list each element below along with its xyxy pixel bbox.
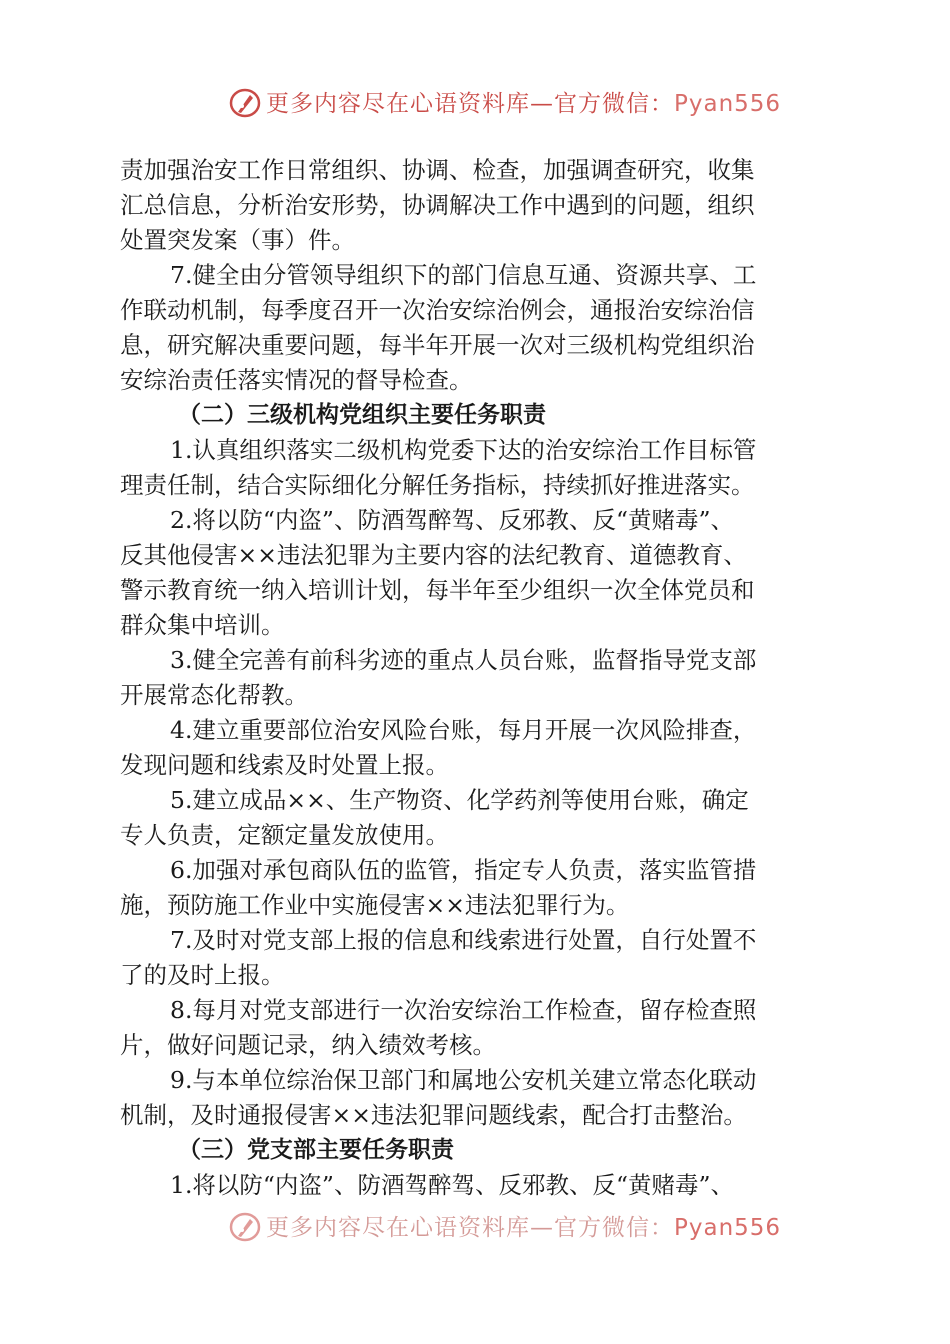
paragraph-line: 了的及时上报。 [120, 961, 285, 989]
watermark-header [0, 84, 950, 124]
paragraph-line: 7.及时对党支部上报的信息和线索进行处置，自行处置不 [170, 926, 757, 954]
paragraph-line: 4.建立重要部位治安风险台账，每月开展一次风险排查， [170, 716, 757, 744]
paragraph-line: 理责任制，结合实际细化分解任务指标，持续抓好推进落实。 [120, 471, 755, 499]
paragraph-line: 汇总信息，分析治安形势，协调解决工作中遇到的问题，组织 [120, 191, 755, 219]
paragraph-line: 警示教育统一纳入培训计划，每半年至少组织一次全体党员和 [120, 576, 755, 604]
paragraph-line: 开展常态化帮教。 [120, 681, 308, 709]
paragraph-line: 发现问题和线索及时处置上报。 [120, 751, 449, 779]
paragraph-line: 专人负责，定额定量发放使用。 [120, 821, 449, 849]
paragraph-line: 8.每月对党支部进行一次治安综治工作检查，留存检查照 [170, 996, 757, 1024]
section-heading: （三）党支部主要任务职责 [178, 1137, 454, 1163]
paragraph-line: 1.认真组织落实二级机构党委下达的治安综治工作目标管 [170, 436, 757, 464]
document-body [120, 153, 835, 1203]
paragraph-line: 群众集中培训。 [120, 611, 285, 639]
paragraph-line: 安综治责任落实情况的督导检查。 [120, 366, 473, 394]
paragraph-line: 片，做好问题记录，纳入绩效考核。 [120, 1031, 496, 1059]
watermark-id: Pyan556 [674, 91, 782, 117]
watermark-text: 更多内容尽在心语资料库—官方微信：Pyan556 [266, 91, 782, 117]
paragraph-line: 1.将以防“内盗”、防酒驾醉驾、反邪教、反“黄赌毒”、 [170, 1171, 734, 1199]
watermark-footer [0, 1208, 950, 1248]
paragraph-line: 7.健全由分管领导组织下的部门信息互通、资源共享、工 [170, 261, 757, 289]
paragraph-line: 9.与本单位综治保卫部门和属地公安机关建立常态化联动 [170, 1066, 757, 1094]
pen-nib-icon [228, 1210, 262, 1244]
paragraph-line: 作联动机制，每季度召开一次治安综治例会，通报治安综治信 [120, 296, 755, 324]
paragraph-line: 处置突发案（事）件。 [120, 226, 355, 254]
paragraph-line: 机制，及时通报侵害××违法犯罪问题线索，配合打击整治。 [120, 1101, 747, 1129]
section-heading: （二）三级机构党组织主要任务职责 [178, 402, 546, 428]
watermark-id: Pyan556 [674, 1215, 782, 1241]
paragraph-line: 5.建立成品××、生产物资、化学药剂等使用台账，确定 [170, 786, 749, 814]
paragraph-line: 施，预防施工作业中实施侵害××违法犯罪行为。 [120, 891, 630, 919]
paragraph-line: 息，研究解决重要问题，每半年开展一次对三级机构党组织治 [120, 331, 755, 359]
paragraph-line: 反其他侵害××违法犯罪为主要内容的法纪教育、道德教育、 [120, 541, 747, 569]
paragraph-line: 2.将以防“内盗”、防酒驾醉驾、反邪教、反“黄赌毒”、 [170, 506, 734, 534]
paragraph-line: 6.加强对承包商队伍的监管，指定专人负责，落实监管措 [170, 856, 757, 884]
pen-nib-icon [228, 86, 262, 120]
paragraph-line: 3.健全完善有前科劣迹的重点人员台账，监督指导党支部 [170, 646, 757, 674]
watermark-text: 更多内容尽在心语资料库—官方微信：Pyan556 [266, 1215, 782, 1241]
paragraph-line: 责加强治安工作日常组织、协调、检查，加强调查研究，收集 [120, 156, 755, 184]
